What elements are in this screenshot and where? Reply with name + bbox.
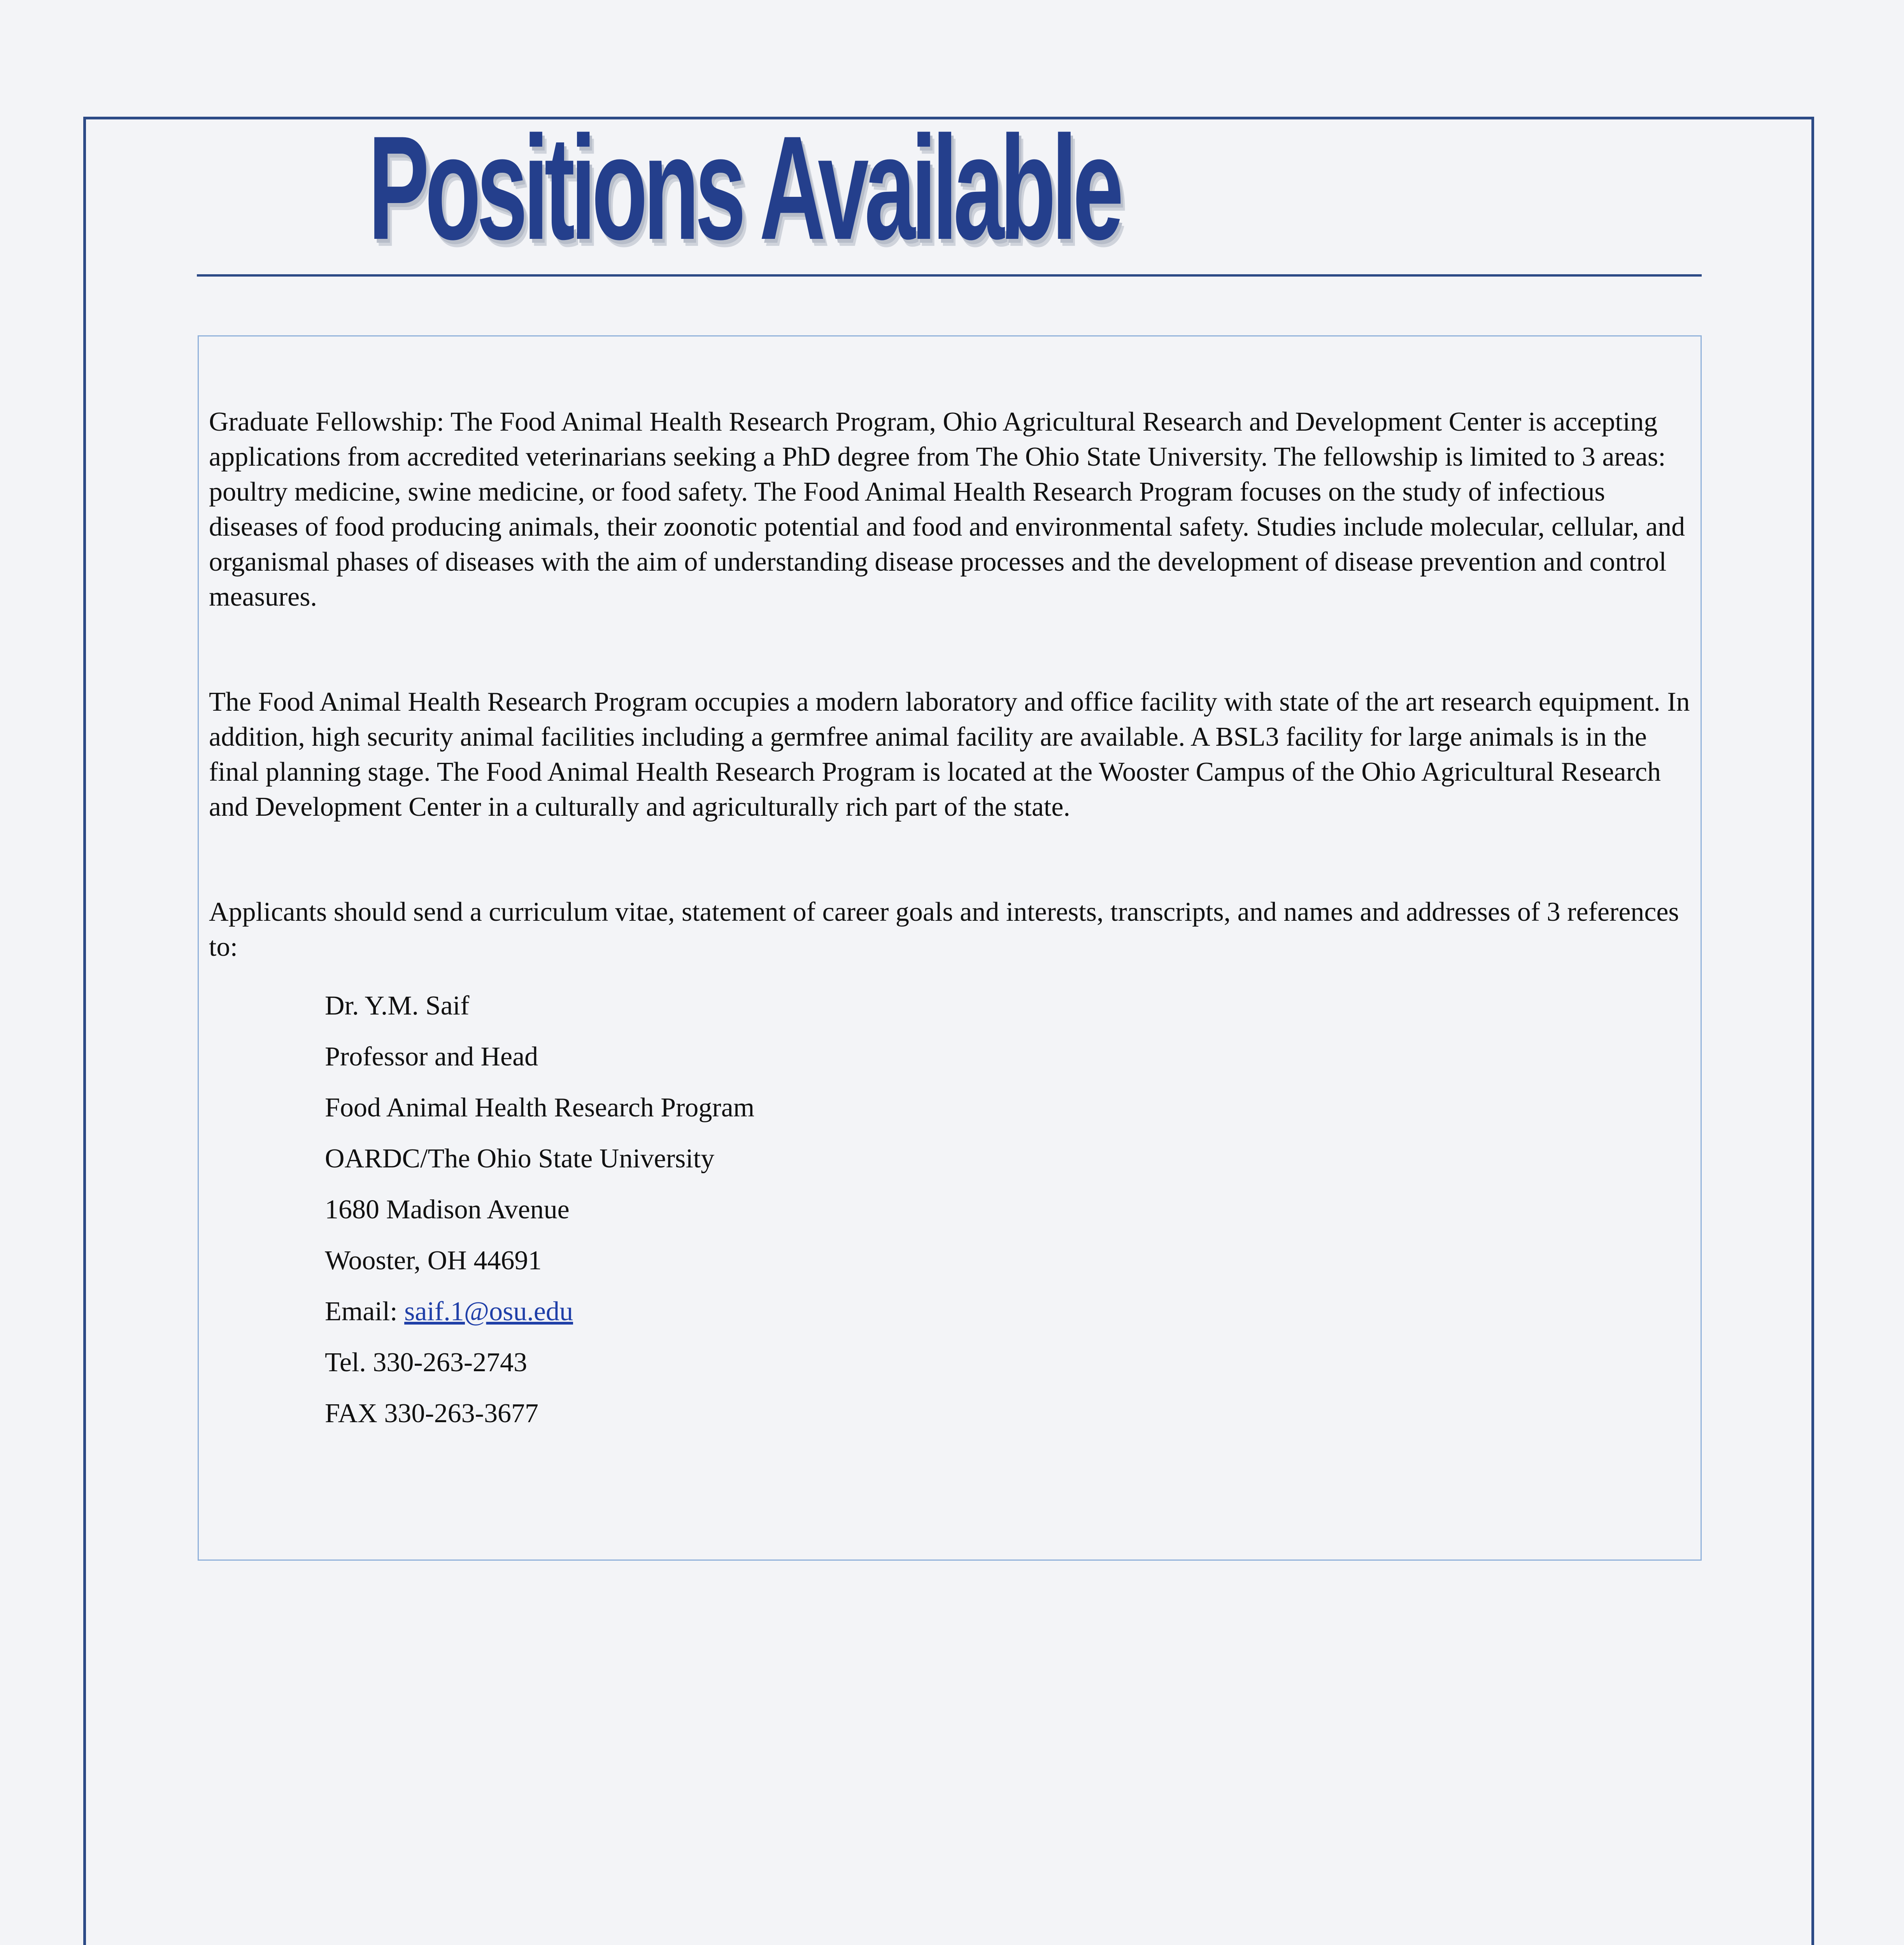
contact-program: Food Animal Health Research Program [325, 1093, 755, 1123]
contact-title: Professor and Head [325, 1042, 538, 1072]
contact-city: Wooster, OH 44691 [325, 1246, 542, 1276]
title-divider [197, 274, 1702, 277]
application-paragraph: Applicants should send a curriculum vitae, statement of career goals and interests, transcripts, and names and addresses of 3 references to: [209, 897, 1679, 962]
contact-institution: OARDC/The Ohio State University [325, 1144, 715, 1174]
facility-paragraph: The Food Animal Health Research Program occupies a modern laboratory and office facility with state of the art research equipment. In addition, high security animal facilities including a germfree animal facility are available. A BSL3 facility for large animals is in the final planning stage. The Food Animal Health Research Program is located at the Wooster Campus of the Ohio Agricultural Research and Development Center in a culturally and agriculturally rich part of the state. [209, 687, 1690, 822]
email-label: Email: [325, 1297, 405, 1326]
fellowship-paragraph: Graduate Fellowship: The Food Animal Health Research Program, Ohio Agricultural Research and Development Center is accepting applications from accredited veterinarians seeking a PhD degree from The Ohio State University. The fellowship is limited to 3 areas: poultry medicine, swine medicine, or food safety. The Food Animal Health Research Program focuses on the study of infectious diseases of food producing animals, their zoonotic potential and food and environmental safety. Studies include molecular, cellular, and organismal phases of diseases with the aim of understanding disease processes and the development of disease prevention and control measures. [209, 407, 1685, 612]
contact-email-line [325, 1286, 1695, 1337]
contact-street: 1680 Madison Avenue [325, 1195, 570, 1225]
contact-name: Dr. Y.M. Saif [325, 991, 470, 1021]
contact-tel: Tel. 330-263-2743 [325, 1347, 528, 1377]
page-title: Positions Available [368, 105, 1120, 270]
contact-address [325, 980, 1695, 1439]
email-link[interactable]: saif.1@osu.edu [404, 1297, 573, 1326]
main-content [209, 405, 1695, 1439]
contact-fax: FAX 330-263-3677 [325, 1398, 538, 1428]
